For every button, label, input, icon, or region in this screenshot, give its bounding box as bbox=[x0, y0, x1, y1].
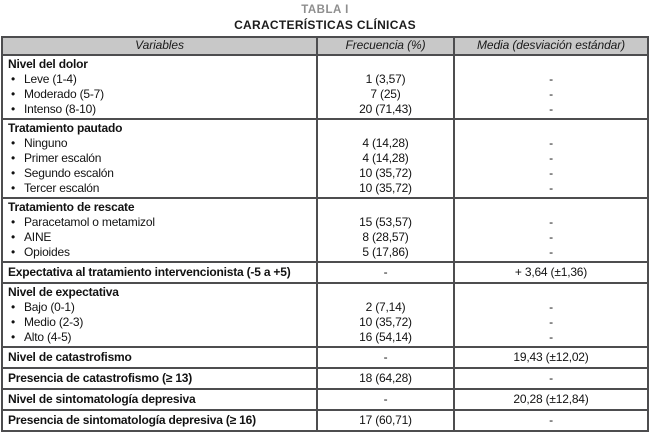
item-label: Segundo escalón bbox=[24, 166, 114, 180]
cell-media bbox=[454, 283, 648, 300]
cell-media: - bbox=[454, 87, 648, 102]
item-label: Tercer escalón bbox=[24, 181, 100, 195]
cell-frecuencia: 15 (53,57) bbox=[317, 215, 454, 230]
cell-variable-label: Nivel de catastrofismo bbox=[2, 347, 317, 368]
table-row bbox=[2, 330, 648, 347]
table-row bbox=[2, 102, 648, 119]
cell-frecuencia bbox=[317, 283, 454, 300]
cell-variable-item bbox=[2, 166, 317, 181]
item-label: Paracetamol o metamizol bbox=[24, 215, 155, 229]
cell-variable-label: Presencia de sintomatología depresiva (≥ 16) bbox=[2, 410, 317, 431]
table-row bbox=[2, 181, 648, 198]
cell-frecuencia: - bbox=[317, 347, 454, 368]
cell-variable-group-label: Nivel de expectativa bbox=[2, 283, 317, 300]
table-row bbox=[2, 347, 648, 368]
cell-frecuencia: 18 (64,28) bbox=[317, 368, 454, 389]
bullet-icon: • bbox=[11, 300, 16, 314]
cell-media: 19,43 (±12,02) bbox=[454, 347, 648, 368]
item-label: Alto (4-5) bbox=[24, 330, 72, 344]
cell-variable-item bbox=[2, 102, 317, 119]
table-body bbox=[2, 55, 648, 431]
bullet-icon: • bbox=[11, 230, 16, 244]
cell-media bbox=[454, 55, 648, 72]
item-label: Medio (2-3) bbox=[24, 315, 84, 329]
cell-variable-item bbox=[2, 315, 317, 330]
cell-media: - bbox=[454, 166, 648, 181]
bullet-icon: • bbox=[11, 215, 16, 229]
cell-variable-item bbox=[2, 87, 317, 102]
bullet-icon: • bbox=[11, 181, 16, 195]
cell-frecuencia: 8 (28,57) bbox=[317, 230, 454, 245]
column-header-variables: Variables bbox=[2, 37, 317, 55]
table-row bbox=[2, 136, 648, 151]
cell-frecuencia: 5 (17,86) bbox=[317, 245, 454, 262]
table-row bbox=[2, 55, 648, 72]
cell-variable-item bbox=[2, 330, 317, 347]
bullet-icon: • bbox=[11, 166, 16, 180]
cell-variable-group-label: Tratamiento de rescate bbox=[2, 198, 317, 215]
cell-variable-item bbox=[2, 245, 317, 262]
cell-media: - bbox=[454, 315, 648, 330]
table-row bbox=[2, 410, 648, 431]
item-label: AINE bbox=[24, 230, 52, 244]
table-title: CARACTERÍSTICAS CLÍNICAS bbox=[234, 18, 416, 32]
cell-variable-item bbox=[2, 136, 317, 151]
cell-media: - bbox=[454, 136, 648, 151]
column-header-frecuencia: Frecuencia (%) bbox=[317, 37, 454, 55]
cell-frecuencia: 20 (71,43) bbox=[317, 102, 454, 119]
table-row bbox=[2, 166, 648, 181]
bullet-icon: • bbox=[11, 330, 16, 344]
table-row bbox=[2, 87, 648, 102]
cell-frecuencia: - bbox=[317, 262, 454, 283]
bullet-icon: • bbox=[11, 151, 16, 165]
bullet-icon: • bbox=[11, 245, 16, 259]
cell-media: - bbox=[454, 245, 648, 262]
cell-frecuencia: 10 (35,72) bbox=[317, 166, 454, 181]
cell-media: - bbox=[454, 151, 648, 166]
cell-variable-item bbox=[2, 181, 317, 198]
cell-media: - bbox=[454, 410, 648, 431]
cell-frecuencia: 10 (35,72) bbox=[317, 181, 454, 198]
bullet-icon: • bbox=[11, 102, 16, 116]
cell-media: - bbox=[454, 300, 648, 315]
table-row bbox=[2, 215, 648, 230]
cell-media: + 3,64 (±1,36) bbox=[454, 262, 648, 283]
item-label: Ninguno bbox=[24, 136, 68, 150]
cell-media: - bbox=[454, 230, 648, 245]
cell-variable-item bbox=[2, 72, 317, 87]
cell-frecuencia: 4 (14,28) bbox=[317, 151, 454, 166]
table-row bbox=[2, 389, 648, 410]
cell-frecuencia bbox=[317, 119, 454, 136]
cell-variable-group-label: Tratamiento pautado bbox=[2, 119, 317, 136]
table-caption-block bbox=[0, 0, 650, 32]
cell-media bbox=[454, 198, 648, 215]
table-row bbox=[2, 300, 648, 315]
item-label: Bajo (0-1) bbox=[24, 300, 75, 314]
table-row bbox=[2, 315, 648, 330]
clinical-characteristics-table bbox=[1, 36, 649, 432]
bullet-icon: • bbox=[11, 72, 16, 86]
table-row bbox=[2, 283, 648, 300]
cell-media: - bbox=[454, 181, 648, 198]
cell-variable-label: Presencia de catastrofismo (≥ 13) bbox=[2, 368, 317, 389]
cell-variable-item bbox=[2, 300, 317, 315]
cell-variable-item bbox=[2, 230, 317, 245]
cell-media: - bbox=[454, 72, 648, 87]
cell-frecuencia: 10 (35,72) bbox=[317, 315, 454, 330]
table-row bbox=[2, 245, 648, 262]
cell-frecuencia: 7 (25) bbox=[317, 87, 454, 102]
cell-variable-item bbox=[2, 151, 317, 166]
item-label: Intenso (8-10) bbox=[24, 102, 96, 116]
cell-variable-group-label: Nivel del dolor bbox=[2, 55, 317, 72]
cell-variable-label: Expectativa al tratamiento intervencionista (-5 a +5) bbox=[2, 262, 317, 283]
item-label: Leve (1-4) bbox=[24, 72, 77, 86]
header-row bbox=[2, 37, 648, 55]
cell-frecuencia bbox=[317, 55, 454, 72]
table-row bbox=[2, 72, 648, 87]
cell-variable-item bbox=[2, 215, 317, 230]
bullet-icon: • bbox=[11, 136, 16, 150]
item-label: Opioides bbox=[24, 245, 70, 259]
table-row bbox=[2, 368, 648, 389]
cell-media: 20,28 (±12,84) bbox=[454, 389, 648, 410]
table-row bbox=[2, 262, 648, 283]
cell-media: - bbox=[454, 330, 648, 347]
cell-frecuencia bbox=[317, 198, 454, 215]
table-row bbox=[2, 119, 648, 136]
cell-frecuencia: 2 (7,14) bbox=[317, 300, 454, 315]
bullet-icon: • bbox=[11, 87, 16, 101]
bullet-icon: • bbox=[11, 315, 16, 329]
cell-frecuencia: 4 (14,28) bbox=[317, 136, 454, 151]
table-row bbox=[2, 151, 648, 166]
table-row bbox=[2, 198, 648, 215]
column-header-media: Media (desviación estándar) bbox=[454, 37, 648, 55]
item-label: Primer escalón bbox=[24, 151, 102, 165]
table-row bbox=[2, 230, 648, 245]
cell-media bbox=[454, 119, 648, 136]
table-number: TABLA I bbox=[301, 4, 349, 16]
cell-frecuencia: 17 (60,71) bbox=[317, 410, 454, 431]
item-label: Moderado (5-7) bbox=[24, 87, 104, 101]
cell-media: - bbox=[454, 102, 648, 119]
cell-media: - bbox=[454, 368, 648, 389]
cell-variable-label: Nivel de sintomatología depresiva bbox=[2, 389, 317, 410]
cell-frecuencia: 16 (54,14) bbox=[317, 330, 454, 347]
cell-frecuencia: - bbox=[317, 389, 454, 410]
cell-media: - bbox=[454, 215, 648, 230]
cell-frecuencia: 1 (3,57) bbox=[317, 72, 454, 87]
